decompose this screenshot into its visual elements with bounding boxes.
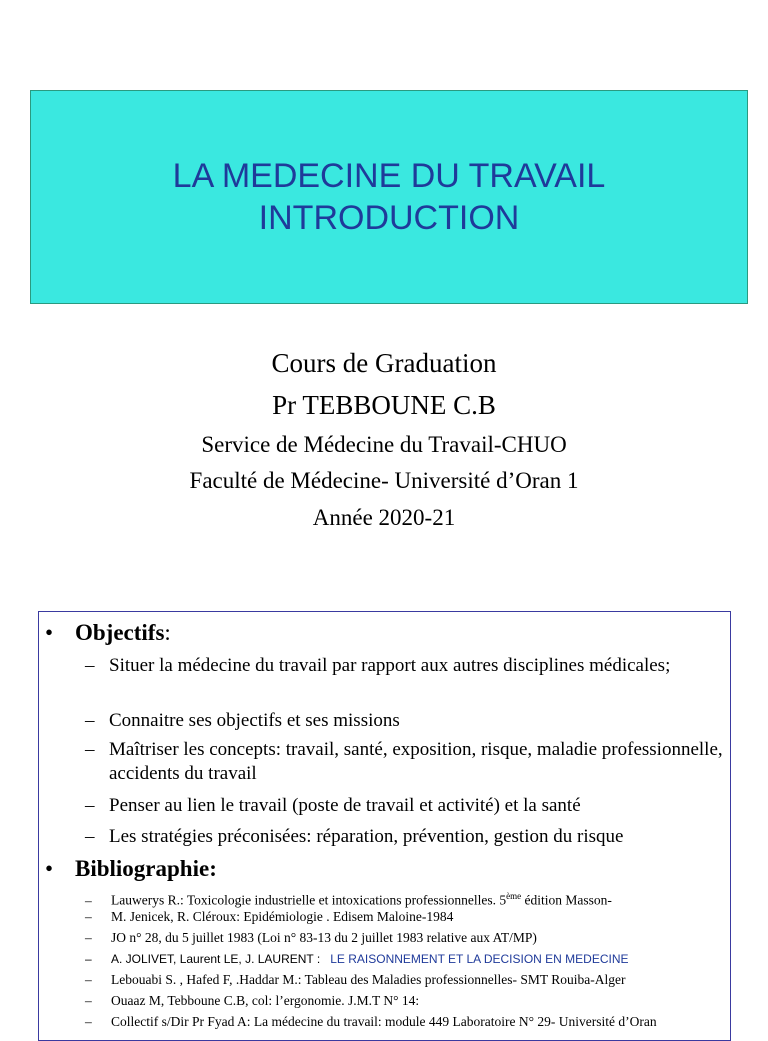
dash-icon: – <box>85 952 92 966</box>
faculty-name: Faculté de Médecine- Université d’Oran 1 <box>189 468 579 493</box>
bibliography-item: – Lauwerys R.: Toxicologie industrielle et intoxications professionnelles. 5ème édition Masson- <box>85 886 725 911</box>
title-line-1: LA MEDECINE DU TRAVAIL <box>172 157 606 195</box>
dash-icon: – <box>85 993 92 1008</box>
content-box <box>38 611 731 1041</box>
service-name: Service de Médecine du Travail-CHUO <box>201 432 567 457</box>
bibliography-item: – Collectif s/Dir Pr Fyad A: La médecine du travail: module 449 Laboratoire N° 29- Université d’Oran <box>85 1012 725 1032</box>
dash-icon: – <box>85 1014 92 1029</box>
bullet-icon: • <box>45 620 54 645</box>
bibliography-item: – M. Jenicek, R. Cléroux: Epidémiologie . Edisem Maloine-1984 <box>85 907 725 927</box>
dash-icon: – <box>85 892 92 908</box>
objective-item: – Connaitre ses objectifs et ses missions <box>85 710 400 731</box>
title-box <box>30 90 748 304</box>
dash-icon: – <box>85 739 95 760</box>
dash-icon: – <box>85 795 95 816</box>
objective-item: – Situer la médecine du travail par rapport aux autres disciplines médicales; <box>85 655 671 676</box>
course-label: Cours de Graduation <box>271 348 497 378</box>
objective-item: – Les stratégies préconisées: réparation, prévention, gestion du risque <box>85 826 624 847</box>
objective-item: – Penser au lien le travail (poste de travail et activité) et la santé <box>85 795 581 816</box>
objectives-heading: • Objectifs: <box>45 620 171 645</box>
dash-icon: – <box>85 826 95 847</box>
dash-icon: – <box>85 972 92 987</box>
bibliography-item: – Ouaaz M, Tebboune C.B, col: l’ergonomie. J.M.T N° 14: <box>85 991 725 1011</box>
bibliography-item: – A. JOLIVET, Laurent LE, J. LAURENT : LE RAISONNEMENT ET LA DECISION EN MEDECINE <box>85 949 725 969</box>
dash-icon: – <box>85 710 95 731</box>
academic-year: Année 2020-21 <box>312 505 456 530</box>
dash-icon: – <box>85 930 92 945</box>
bibliography-item: – JO n° 28, du 5 juillet 1983 (Loi n° 83-13 du 2 juillet 1983 relative aux AT/MP) <box>85 928 725 948</box>
dash-icon: – <box>85 655 95 676</box>
bibliography-heading: • Bibliographie: <box>45 856 217 881</box>
dash-icon: – <box>85 909 92 924</box>
bibliography-item: – Lebouabi S. , Hafed F, .Haddar M.: Tableau des Maladies professionnelles- SMT Rouiba-Alger <box>85 970 725 990</box>
title-line-2: INTRODUCTION <box>258 199 520 237</box>
professor-name: Pr TEBBOUNE C.B <box>272 390 496 420</box>
objective-item: – Maîtriser les concepts: travail, santé, exposition, risque, maladie professionnelle, accidents du travail <box>85 739 723 784</box>
bullet-icon: • <box>45 856 54 881</box>
